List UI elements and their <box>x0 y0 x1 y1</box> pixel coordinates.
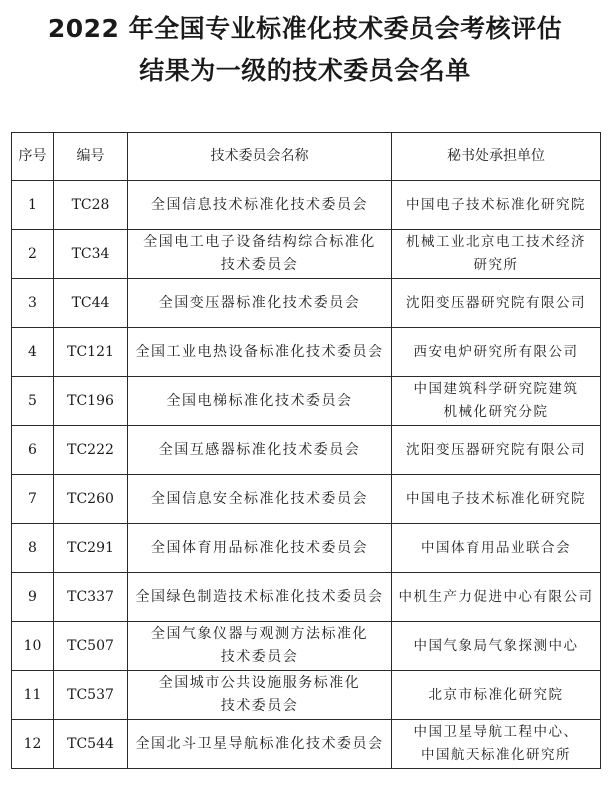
row-committee-name <box>128 573 392 622</box>
committee-name-line: 全国电梯标准化技术委员会 <box>166 392 353 409</box>
row-code: TC507 <box>54 622 128 671</box>
row-code: TC34 <box>54 230 128 279</box>
row-committee-name <box>128 622 392 671</box>
row-committee-name <box>128 671 392 720</box>
row-seq: 8 <box>12 524 54 573</box>
table-row <box>12 573 601 622</box>
secretariat-unit-line: 机械化研究分院 <box>443 404 549 420</box>
table-row <box>12 475 601 524</box>
document-title <box>0 8 610 92</box>
secretariat-unit-line: 中国建筑科学研究院建筑 <box>413 381 579 397</box>
committee-table <box>11 132 601 769</box>
table-row <box>12 181 601 230</box>
row-code: TC196 <box>54 377 128 426</box>
secretariat-unit-line: 中国气象局气象探测中心 <box>413 637 579 654</box>
row-secretariat-unit <box>392 720 601 769</box>
row-committee-name <box>128 279 392 328</box>
secretariat-unit-line: 西安电炉研究所有限公司 <box>413 343 579 360</box>
row-seq: 11 <box>12 671 54 720</box>
row-seq: 6 <box>12 426 54 475</box>
row-code: TC537 <box>54 671 128 720</box>
committee-name-line: 全国北斗卫星导航标准化技术委员会 <box>135 735 384 752</box>
row-seq: 2 <box>12 230 54 279</box>
committee-name-line: 技术委员会 <box>220 649 299 665</box>
row-committee-name <box>128 181 392 230</box>
row-seq: 5 <box>12 377 54 426</box>
table-row <box>12 328 601 377</box>
row-code: TC291 <box>54 524 128 573</box>
secretariat-unit-line: 中国卫星导航工程中心、 <box>413 724 579 740</box>
title-line-1: 2022 年全国专业标准化技术委员会考核评估 <box>47 14 563 43</box>
secretariat-unit-line: 中国体育用品业联合会 <box>421 539 571 556</box>
row-committee-name <box>128 377 392 426</box>
row-secretariat-unit <box>392 230 601 279</box>
header-seq: 序号 <box>12 133 54 181</box>
row-seq: 7 <box>12 475 54 524</box>
secretariat-unit-line: 北京市标准化研究院 <box>428 686 564 703</box>
table-body <box>12 181 601 769</box>
table-row <box>12 426 601 475</box>
row-secretariat-unit <box>392 426 601 475</box>
committee-name-line: 全国互感器标准化技术委员会 <box>158 441 361 458</box>
committee-name-line: 全国绿色制造技术标准化技术委员会 <box>135 588 384 605</box>
row-code: TC44 <box>54 279 128 328</box>
row-seq: 12 <box>12 720 54 769</box>
committee-name-line: 全国工业电热设备标准化技术委员会 <box>135 343 384 360</box>
table-row <box>12 524 601 573</box>
table-row <box>12 671 601 720</box>
table-row <box>12 230 601 279</box>
secretariat-unit-line: 机械工业北京电工技术经济 <box>406 234 586 250</box>
secretariat-unit-line: 中国电子技术标准化研究院 <box>406 490 586 507</box>
row-seq: 3 <box>12 279 54 328</box>
table-row <box>12 622 601 671</box>
table-row <box>12 279 601 328</box>
secretariat-unit-line: 中国电子技术标准化研究院 <box>406 196 586 213</box>
row-code: TC544 <box>54 720 128 769</box>
secretariat-unit-line: 沈阳变压器研究院有限公司 <box>406 441 586 458</box>
row-committee-name <box>128 328 392 377</box>
row-secretariat-unit <box>392 524 601 573</box>
secretariat-unit-line: 沈阳变压器研究院有限公司 <box>406 294 586 311</box>
committee-name-line: 全国信息技术标准化技术委员会 <box>151 196 368 213</box>
row-secretariat-unit <box>392 377 601 426</box>
row-secretariat-unit <box>392 622 601 671</box>
row-secretariat-unit <box>392 181 601 230</box>
committee-name-line: 全国信息安全标准化技术委员会 <box>151 490 368 507</box>
row-committee-name <box>128 720 392 769</box>
header-code: 编号 <box>54 133 128 181</box>
row-code: TC28 <box>54 181 128 230</box>
row-secretariat-unit <box>392 573 601 622</box>
table-row <box>12 720 601 769</box>
row-code: TC121 <box>54 328 128 377</box>
committee-name-line: 全国城市公共设施服务标准化 <box>158 675 361 691</box>
row-committee-name <box>128 426 392 475</box>
row-secretariat-unit <box>392 328 601 377</box>
secretariat-unit-line: 中国航天标准化研究所 <box>421 747 571 763</box>
table-header-row <box>12 133 601 181</box>
table-row <box>12 377 601 426</box>
row-seq: 9 <box>12 573 54 622</box>
row-committee-name <box>128 230 392 279</box>
header-unit: 秘书处承担单位 <box>392 133 601 181</box>
row-code: TC260 <box>54 475 128 524</box>
committee-name-line: 全国电工电子设备结构综合标准化 <box>143 234 376 250</box>
row-secretariat-unit <box>392 475 601 524</box>
committee-name-line: 技术委员会 <box>220 257 299 273</box>
secretariat-unit-line: 研究所 <box>473 257 519 273</box>
secretariat-unit-line: 中机生产力促进中心有限公司 <box>398 588 594 605</box>
committee-name-line: 全国变压器标准化技术委员会 <box>158 294 361 311</box>
header-name: 技术委员会名称 <box>128 133 392 181</box>
row-code: TC337 <box>54 573 128 622</box>
title-line-2: 结果为一级的技术委员会名单 <box>139 56 471 85</box>
committee-name-line: 全国体育用品标准化技术委员会 <box>151 539 368 556</box>
row-seq: 10 <box>12 622 54 671</box>
row-code: TC222 <box>54 426 128 475</box>
committee-name-line: 技术委员会 <box>220 698 299 714</box>
row-committee-name <box>128 475 392 524</box>
committee-name-line: 全国气象仪器与观测方法标准化 <box>151 626 368 642</box>
row-committee-name <box>128 524 392 573</box>
row-secretariat-unit <box>392 279 601 328</box>
row-seq: 1 <box>12 181 54 230</box>
row-seq: 4 <box>12 328 54 377</box>
row-secretariat-unit <box>392 671 601 720</box>
